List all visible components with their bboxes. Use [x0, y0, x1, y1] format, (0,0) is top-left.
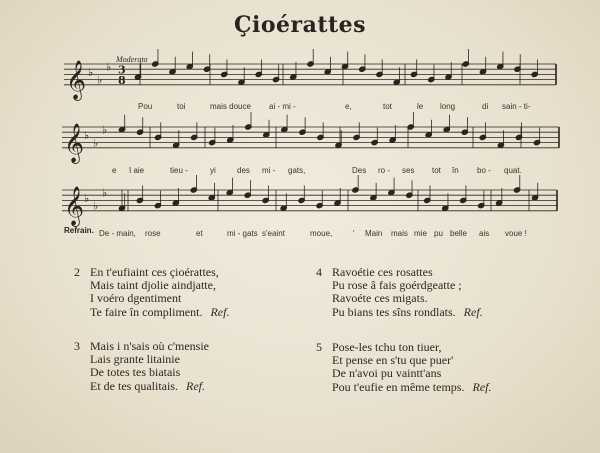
lyric: I aie — [129, 166, 145, 175]
verse-line: Pu rose â fais goérdgeatte ; — [332, 278, 462, 293]
svg-text:♭: ♭ — [93, 136, 99, 150]
verse-line: De totes tes biatais — [90, 365, 181, 380]
verse-line: Mais taint djolie aindjatte, — [90, 278, 216, 293]
lyric: tot — [432, 166, 441, 175]
svg-text:♭: ♭ — [102, 186, 108, 200]
verse-line: Mais i n'sais où c'mensie — [90, 339, 209, 353]
verse-line: Pose-les tchu ton tiuer, — [332, 340, 442, 354]
verse-3 — [74, 339, 209, 393]
lyric: mais douce — [210, 102, 251, 111]
lyric: tieu - — [170, 166, 188, 175]
lyric: ' — [353, 229, 355, 238]
refrain-mark: Ref. — [185, 378, 205, 393]
verse-line: Lais grante litainie — [90, 352, 180, 367]
lyric: mi - gats — [227, 229, 258, 238]
lyric: yi — [210, 166, 216, 175]
lyric: ro - — [378, 166, 390, 175]
svg-text:♭: ♭ — [102, 123, 108, 137]
svg-text:3: 3 — [118, 63, 126, 77]
lyric: sain - ti- — [502, 102, 531, 111]
verse-number: 4 — [316, 265, 322, 279]
svg-text:♭: ♭ — [106, 60, 112, 74]
verse-4 — [316, 265, 483, 319]
lyric: s'eaint — [262, 229, 285, 238]
lyric: long — [440, 102, 456, 111]
lyric: gats, — [288, 166, 306, 175]
lyric: Main — [365, 229, 383, 238]
verse-5 — [316, 340, 492, 394]
verse-line: Et pense en s'tu que puer' — [332, 353, 454, 368]
lyric: le — [417, 102, 424, 111]
lyric: ais — [479, 229, 490, 238]
verse-number: 5 — [316, 340, 322, 354]
svg-text:𝄞: 𝄞 — [64, 185, 85, 226]
verse-2 — [74, 265, 230, 319]
verse-line: Te faire în compliment. — [90, 304, 203, 319]
lyric: mais — [391, 229, 408, 238]
lyric: Des — [352, 166, 367, 175]
lyric: di — [482, 102, 489, 111]
svg-text:♭: ♭ — [88, 65, 94, 79]
lyric: e, — [345, 102, 352, 111]
lyric: des — [237, 166, 250, 175]
verse-line: I voéro dgentiment — [90, 291, 182, 306]
verse-line: Pou t'eufie en même temps. — [332, 379, 465, 394]
lyric: e — [112, 166, 117, 175]
lyric: ses — [402, 166, 415, 175]
verse-line: Ravoéte ces migats. — [332, 291, 428, 306]
verse-line: Et de tes qualitais. — [90, 378, 178, 393]
svg-text:♭: ♭ — [84, 191, 90, 205]
lyric: belle — [450, 229, 467, 238]
lyric: moue, — [310, 229, 333, 238]
refrain-mark: Ref. — [210, 304, 230, 319]
lyric: bo - — [477, 166, 491, 175]
lyric: voue ! — [505, 229, 527, 238]
svg-text:♭: ♭ — [97, 73, 103, 87]
refrain-label: Refrain. — [64, 226, 94, 235]
refrain-mark: Ref. — [463, 304, 483, 319]
lyric: în — [452, 166, 459, 175]
svg-text:♭: ♭ — [84, 128, 90, 142]
svg-text:𝄞: 𝄞 — [66, 59, 87, 100]
refrain-mark: Ref. — [472, 379, 492, 394]
svg-text:♭: ♭ — [93, 199, 99, 213]
verse-number: 2 — [74, 265, 80, 279]
lyric: Pou — [138, 102, 153, 111]
lyric: De - main, — [99, 229, 136, 238]
lyric: mi - — [262, 166, 276, 175]
lyric: pu — [434, 229, 443, 238]
verse-line: Ravoétie ces rosattes — [332, 265, 433, 279]
lyric: toi — [177, 102, 186, 111]
verse-line: Pu bians tes sîns rondlats. — [332, 304, 456, 319]
svg-text:𝄞: 𝄞 — [64, 122, 85, 163]
verse-number: 3 — [74, 339, 80, 353]
svg-text:8: 8 — [118, 73, 126, 87]
verse-line: En t'eufiaint ces çioérattes, — [90, 265, 219, 279]
tempo-marking: Moderato — [116, 55, 148, 64]
verse-line: De n'avoi pu vaintt'ans — [332, 366, 442, 381]
lyric: mie — [414, 229, 427, 238]
lyric: tot — [383, 102, 392, 111]
song-title: Çioérattes — [233, 12, 367, 38]
lyric: rose — [145, 229, 161, 238]
lyric: et — [196, 229, 203, 238]
lyric: quat. — [504, 166, 522, 175]
lyric: ai - mi - — [269, 102, 296, 111]
